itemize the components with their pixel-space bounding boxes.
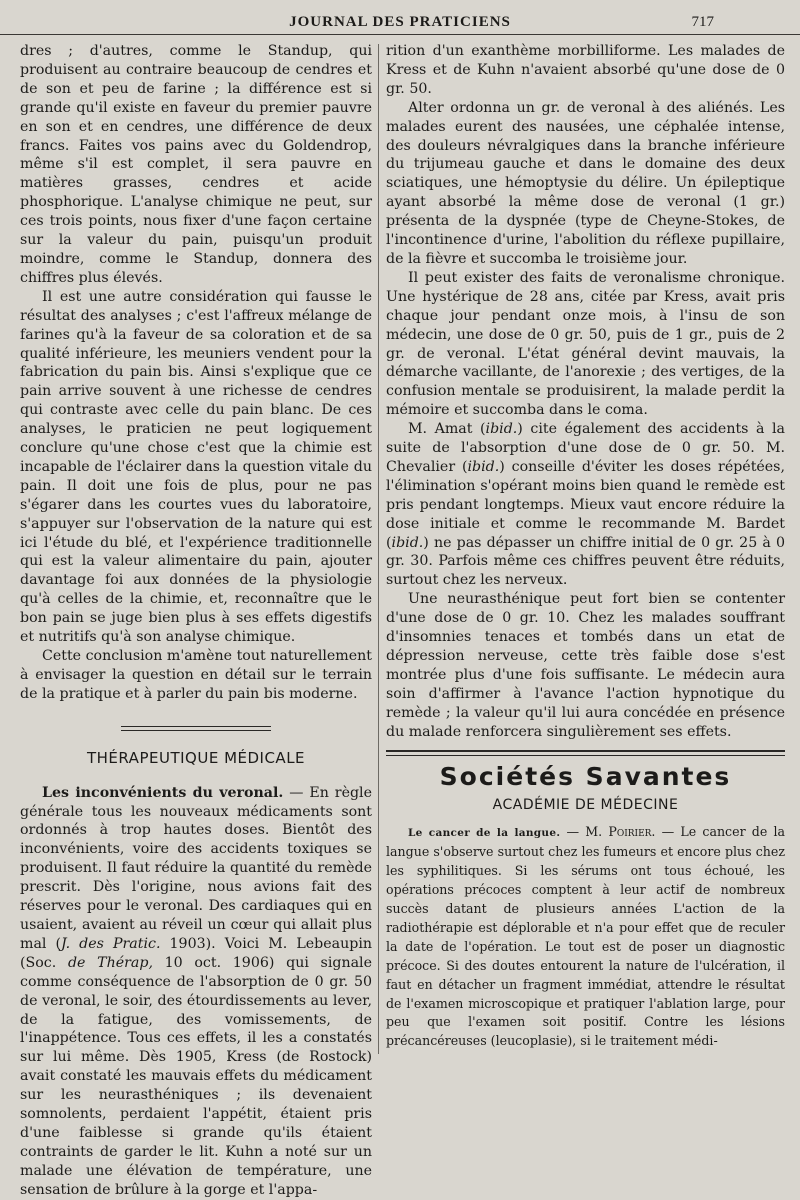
right-column xyxy=(386,42,785,1051)
section-divider xyxy=(386,750,785,756)
citation: de Thérap, xyxy=(67,954,153,971)
text-run: ) cite également des accidents à la suite de l'absorption d'une dose de 0 gr. 50. M. Chevalier ( xyxy=(386,421,785,475)
section-heading: THÉRAPEUTIQUE MÉDICALE xyxy=(86,748,306,767)
paragraph: rition d'un exanthème morbilliforme. Les malades de Kress et de Kuhn n'avaient absorbé qu'une dose de 0 gr. 50. xyxy=(386,43,785,97)
text-run: ) ne pas dépasser un chiffre initial de 0 gr. 25 à 0 gr. 30. Parfois même ces chiffres peuvent être réduits, surtout chez les nerveux. xyxy=(386,534,785,589)
paragraph: Il est une autre considération qui fausse le résultat des analyses ; c'est l'affreux mélange de farines qu'à la faveur de sa coloration et de sa qualité inférieure, les meuniers vendent pour la fabrication du pain bis. Ainsi s'explique que ce pain arrive souvent à une richesse de cendres qui contraste avec celle du pain blanc. De ces analyses, le praticien ne peut logiquement conclure qu'une chose c'est que la chimie est incapable de l'éclairer dans la question vitale du pain. Il doit une fois de plus, pour ne pas s'égarer dans les courtes vues du laboratoire, s'appuyer sur l'observation de la nature qui est ici l'étude du blé, et l'expérience traditionnelle qui est la valeur alimentaire du pain, ajouter davantage foi aux données de la physiologie qu'à celles de la chimie, et, reconnaître que le bon pain se juge bien plus à ses effets digestifs et nutritifs qu'à son analyse chimique. xyxy=(20,288,372,646)
left-column xyxy=(20,42,372,1200)
article-run-in-title: Les inconvénients du veronal. xyxy=(42,784,284,801)
text-run: ) conseille d'éviter les doses répétées, l'élimination s'opérant moins bien quand le remède est pris pendant longtemps. Mieux vaut encore réduire la dose initiale et comme le recommande M. Bardet ( xyxy=(386,458,785,551)
citation: ibid. xyxy=(485,421,518,438)
section-heading-societies: Sociétés Savantes xyxy=(439,761,732,791)
running-header xyxy=(0,12,800,35)
paragraph: dres ; d'autres, comme le Standup, qui produisent au contraire beaucoup de cendres et de son et peu de farine ; la différence est si grande qu'il existe en faveur du premier pauvre en son et en cendres, une différence de deux francs. Faites vos pains avec du Goldendrop, même s'il est complet, il sera pauvre en matières grasses, cendres et acide phosphorique. L'analyse chimique ne peut, sur ces trois points, nous fixer d'une façon certaine sur la valeur du pain, puisqu'un produit moindre, comme le Standup, donnera des chiffres plus élevés. xyxy=(20,43,372,286)
text-run: — En règle générale tous les nouveaux médicaments sont ordonnés à trop hautes doses. Bientôt des inconvénients, voire des accidents toxiques se produisent. Il faut réduire la quantité du remède prescrit. Dès l'origine, nous avions fait des réserves pour le veronal. Des cardiaques qui en usaient, avaient au réveil un cœur qui allait plus mal ( xyxy=(20,784,372,952)
subsection-heading-academy: ACADÉMIE DE MÉDECINE xyxy=(492,797,679,814)
text-run: 10 oct. 1906) qui signale comme conséquence de l'absorption de 0 gr. 50 de veronal, le soir, des étourdissements au lever, de la fatigue, des vomissements, de l'inappétence. Tous ces effets, il les a constatés sur lui même. Dès 1905, Kress (de Rostock) avait constaté les mauvais effets du médicament sur les neurasthéniques ; ils devenaient somnolents, perdaient l'appétit, étaient pris d'une faiblesse si grande qu'ils étaient contraints de garder le lit. Kuhn a noté sur un malade une élévation de température, une sensation de brûlure à la gorge et l'appa- xyxy=(20,954,372,1198)
citation: J. des Pratic. xyxy=(61,935,161,952)
text-run: 1903). Voici M. Lebeaupin (Soc. xyxy=(20,935,372,971)
citation: ibid. xyxy=(391,534,424,551)
article-paragraph xyxy=(20,784,372,1200)
text-run: — Le cancer de la langue s'observe surtout chez les fumeurs et encore plus chez les syphilitiques. Si les sérums ont tous échoué, les opérations précoces comptent à leur actif de nombreux succès datant de plusieurs années L'action de la radiothérapie est déplorable et n'a pour effet que de reculer la date de l'opération. Le tout est de poser un diagnostic précoce. Si des doutes entourent la nature de l'ulcération, il faut en détacher un fragment immédiat, attendre le résultat de l'examen microscopique et pratiquer l'ablation large, pour peu que l'examen soit positif. Contre les lésions précancéreuses (leucoplasie), si le traitement médi- xyxy=(386,824,785,1049)
journal-title: JOURNAL DES PRATICIENS xyxy=(289,14,511,30)
citation: ibid. xyxy=(467,458,500,475)
page-number: 717 xyxy=(691,14,714,30)
section-divider xyxy=(121,726,271,731)
paragraph xyxy=(386,420,785,590)
paragraph: Alter ordonna un gr. de veronal à des aliénés. Les malades eurent des nausées, une céphalée intense, des douleurs névralgiques dans la branche inférieure du trijumeau gauche et dans le domaine des deux sciatiques, une hémoptysie du délire. Un épileptique ayant absorbé la même dose de veronal (1 gr.) présenta de la dyspnée (type de Cheyne-Stokes, de l'incontinence d'urine, l'abolition du réflexe pupillaire, de la fièvre et succomba le troisième jour. xyxy=(386,99,785,267)
text-run: — M. xyxy=(560,824,609,840)
text-run: M. Amat ( xyxy=(408,421,486,438)
article-run-in-title: Le cancer de la langue. xyxy=(408,827,561,840)
column-divider xyxy=(378,44,379,1054)
article-paragraph xyxy=(386,823,785,1051)
paragraph: Une neurasthénique peut fort bien se contenter d'une dose de 0 gr. 10. Chez les malades souffrant d'insomnies tenaces et tombés dans un etat de dépression nerveuse, cette très faible dose s'est montrée plus d'une fois suffisante. Le médecin aura soin d'affirmer à l'avance l'action hypnotique du remède ; la valeur qu'il lui aura concédée en présence du malade renforcera singulièrement ses effets. xyxy=(386,591,785,740)
paragraph: Cette conclusion m'amène tout naturellement à envisager la question en détail sur le terrain de la pratique et à parler du pain bis moderne. xyxy=(20,648,372,702)
author-name: Poirier. xyxy=(608,824,656,840)
paragraph: Il peut exister des faits de veronalisme chronique. Une hystérique de 28 ans, citée par Kress, avait pris chaque jour pendant onze mois, à l'insu de son médecin, une dose de 0 gr. 50, puis de 1 gr., puis de 2 gr. de veronal. L'état général devint mauvais, la démarche vacillante, de l'anorexie ; des vertiges, de la confusion mentale se produisirent, la malade perdit la mémoire et succomba dans le coma. xyxy=(386,269,785,419)
